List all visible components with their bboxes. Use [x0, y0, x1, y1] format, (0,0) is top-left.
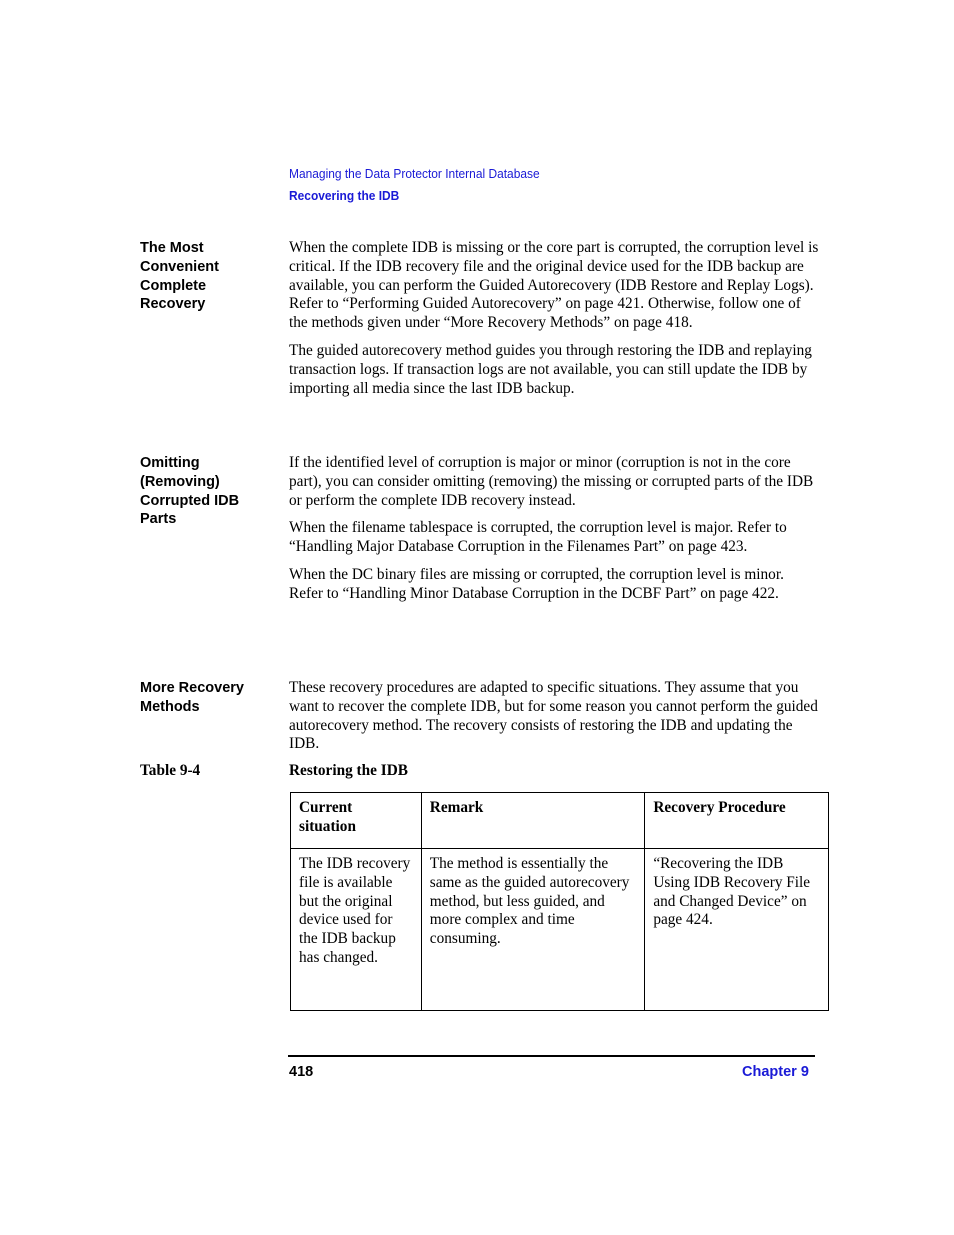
body-paragraph: These recovery procedures are adapted to specific situations. They assume that you want to recover the complete IDB, but for some reason you cannot perform the guided autorecovery method. The recovery consists of restoring the IDB and updating the IDB. [289, 679, 818, 753]
body-paragraph: If the identified level of corruption is major or minor (corruption is not in the core part), you can consider omitting (removing) the missing or corrupted parts of the IDB or perform the complete IDB recovery instead. [289, 454, 814, 509]
page-number: 418 [289, 1064, 314, 1080]
heading-line: The Most [140, 240, 204, 256]
body-paragraph: The guided autorecovery method guides you through restoring the IDB and replaying transaction logs. If transaction logs are not available, you can still update the IDB by importing all media since the last IDB backup. [289, 341, 812, 397]
restoring-idb-table [290, 792, 829, 1011]
side-heading-omitting-corrupted-parts [140, 454, 280, 529]
heading-line: More Recovery [140, 680, 244, 696]
running-header-chapter: Managing the Data Protector Internal Database [289, 166, 540, 181]
body-paragraph: When the complete IDB is missing or the core part is corrupted, the corruption level is critical. If the IDB recovery file and the original device used for the IDB backup are available, you can perform the Guided Autorecovery (IDB Restore and Replay Logs). Refer to “Performing Guided Autorecovery” on page 421. Otherwise, follow one of the methods given under “More Recovery Methods” on page 418. [289, 239, 819, 332]
column-header-remark: Remark [421, 793, 645, 849]
side-heading-more-recovery-methods [140, 679, 280, 717]
table-number: Table 9-4 [140, 762, 201, 779]
footer-rule [288, 1055, 815, 1057]
table-row [291, 849, 829, 1011]
side-heading-most-convenient-recovery [140, 239, 280, 314]
footer-chapter-link[interactable]: Chapter 9 [742, 1064, 809, 1080]
column-header-recovery-procedure: Recovery Procedure [645, 793, 829, 849]
section-body-more-recovery-methods [289, 679, 819, 763]
table-cell: The IDB recovery file is available but the original device used for the IDB backup has changed. [291, 849, 422, 1011]
heading-line: Corrupted IDB [140, 492, 240, 509]
heading-line: Parts [140, 511, 177, 528]
section-body-omitting-corrupted-parts [289, 454, 819, 613]
heading-line: (Removing) [140, 473, 220, 490]
running-header-section: Recovering the IDB [289, 188, 400, 203]
table-cell: The method is essentially the same as the guided autorecovery method, but less guided, and more complex and time consuming. [421, 849, 645, 1011]
heading-line: Convenient [140, 258, 219, 275]
table-cell: “Recovering the IDB Using IDB Recovery File and Changed Device” on page 424. [645, 849, 829, 1011]
column-header-current-situation: Current situation [291, 793, 422, 849]
heading-line: Methods [140, 698, 200, 715]
table-header-row [291, 793, 829, 849]
heading-line: Omitting [140, 455, 200, 471]
body-paragraph: When the filename tablespace is corrupted, the corruption level is major. Refer to “Handling Major Database Corruption in the Filenames Part” on page 423. [289, 519, 787, 556]
heading-line: Complete [140, 277, 207, 294]
section-body-most-convenient-recovery [289, 239, 819, 407]
body-paragraph: When the DC binary files are missing or corrupted, the corruption level is minor. Refer to “Handling Minor Database Corruption in the DCBF Part” on page 422. [289, 565, 784, 602]
heading-line: Recovery [140, 296, 206, 313]
table-caption: Restoring the IDB [289, 762, 408, 779]
